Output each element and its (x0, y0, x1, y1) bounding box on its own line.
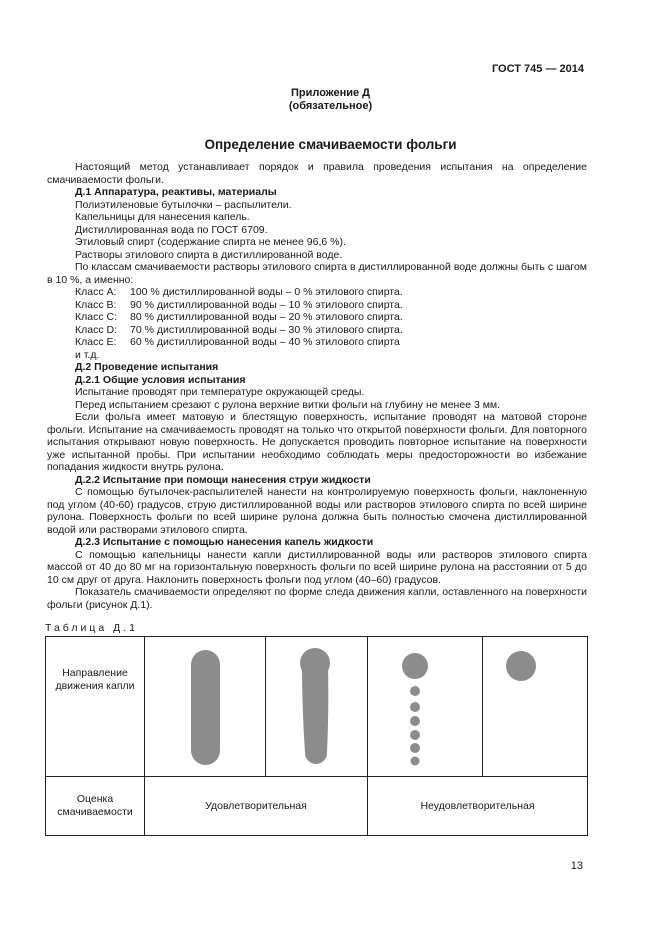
intro-paragraph: Настоящий метод устанавливает порядок и правила проведения испытания на определение смачиваемости фольги. (47, 161, 587, 186)
table-row-direction (46, 637, 588, 777)
full-streak-mark (191, 650, 220, 765)
class-row-d (47, 324, 587, 337)
satisfactory-label: Удовлетворительная (205, 799, 307, 812)
dotted-head-drop (402, 653, 428, 679)
document-body (47, 161, 587, 611)
class-row-b (47, 299, 587, 312)
d21-paragraph-2: Перед испытанием срезают с рулона верхние витки фольги на глубину не менее 3 мм. (75, 398, 501, 411)
d21-paragraph-1: Испытание проводят при температуре окружающей среды. (75, 386, 365, 398)
dotted-drop (410, 686, 420, 696)
document-title: Определение смачиваемости фольги (204, 137, 457, 152)
dotted-drop (410, 716, 420, 726)
trace-single-drop (483, 637, 588, 776)
d1-item-5: Растворы этилового спирта в дистиллированной воде. (75, 248, 343, 261)
trace-tapered-streak (266, 637, 368, 776)
unsatisfactory-cell (368, 777, 588, 836)
trace-cell-dotted (368, 637, 483, 777)
class-desc: 70 % дистиллированной воды – 30 % этилового спирта. (130, 323, 403, 336)
class-name: Класс D: (75, 323, 117, 336)
table-row-assessment (46, 777, 588, 836)
single-drop-mark (506, 651, 536, 681)
class-row-a (47, 286, 587, 299)
section-d23-heading: Д.2.3 Испытание с помощью нанесения капель жидкости (75, 536, 374, 548)
classes-etc: и т.д. (75, 348, 100, 361)
section-d21-heading: Д.2.1 Общие условия испытания (75, 373, 246, 386)
trace-dotted (368, 637, 483, 776)
class-desc: 100 % дистиллированной воды – 0 % этилового спирта. (130, 286, 403, 298)
table-caption: Таблица Д.1 (45, 622, 138, 634)
appendix-status: (обязательное) (288, 100, 373, 112)
direction-label: Направление движения капли (55, 667, 135, 692)
page-number: 13 (570, 860, 583, 872)
assessment-label: Оценка смачиваемости (57, 793, 133, 818)
trace-cell-tapered-streak (266, 637, 368, 777)
section-d2-heading: Д.2 Проведение испытания (75, 361, 219, 373)
unsatisfactory-label: Неудовлетворительная (420, 799, 535, 812)
trace-cell-full-streak (145, 637, 266, 777)
d23-paragraph-1: С помощью капельницы нанести капли дистиллированной воды или растворов этилового спирта массой от 40 до 80 мг на горизонтальную поверхность фольги по всей ширине рулона на расстоянии от 5 до 10 см друг от друга. Наклонить поверхность фольги под углом (40–60) градусов. (47, 548, 587, 586)
trace-full-streak (145, 637, 266, 776)
dotted-drop (410, 702, 420, 712)
d1-item-1: Полиэтиленовые бутылочки – распылители. (75, 198, 292, 211)
d22-paragraph-1: С помощью бутылочек-распылителей нанести на контролируемую поверхность фольги, наклоненную под углом (40-60) градусов, струю дистиллированной воды или растворов этилового спирта по всей ширине рулона. Поверхность фольги по всей ширине рулона должна быть полностью смочена дистиллированной водой или растворами этилового спирта. (47, 486, 587, 536)
d21-paragraph-3: Если фольга имеет матовую и блестящую поверхность, испытание проводят на матовой стороне фольги. Испытание на смачиваемость проводят на только что открытой поверхности фольги. Для повторного испытания открывают новую поверхность. Не допускается проводить повторное испытание на поверхности уже испытанной пробы. При испытании необходимо соблюдать меры предосторожности во избежание попадания жидкости внутрь рулона. (47, 411, 587, 473)
section-d1-heading: Д.1 Аппаратура, реактивы, материалы (75, 186, 277, 198)
class-desc: 90 % дистиллированной воды – 10 % этилового спирта. (130, 298, 403, 311)
satisfactory-cell (145, 777, 368, 836)
tapered-streak-tail (302, 667, 328, 764)
class-desc: 60 % дистиллированной воды – 40 % этилового спирта (130, 336, 400, 348)
class-name: Класс С: (75, 311, 117, 323)
standard-code-header: ГОСТ 745 — 2014 (491, 63, 584, 75)
assessment-label-cell (46, 777, 145, 836)
trace-cell-single-drop (483, 637, 588, 777)
d1-item-2: Капельницы для нанесения капель. (75, 211, 250, 223)
appendix-title: Приложение Д (291, 87, 370, 99)
direction-label-cell (46, 637, 145, 777)
wettability-table (45, 636, 588, 836)
class-name: Класс А: (75, 286, 117, 298)
d1-item-3: Дистиллированная вода по ГОСТ 6709. (75, 223, 268, 236)
d23-paragraph-2: Показатель смачиваемости определяют по форме следа движения капли, оставленного на поверхности фольги (рисунок Д.1). (47, 586, 587, 611)
class-name: Класс В: (75, 298, 117, 311)
d1-item-4: Этиловый спирт (содержание спирта не менее 96,6 %). (75, 236, 346, 248)
section-d22-heading: Д.2.2 Испытание при помощи нанесения струи жидкости (75, 473, 371, 486)
dotted-drop (410, 743, 420, 753)
dotted-drop (410, 730, 420, 740)
classes-intro: По классам смачиваемости растворы этилового спирта в дистиллированной воде должны быть с шагом в 10 %, а именно: (47, 261, 587, 286)
class-desc: 80 % дистиллированной воды – 20 % этилового спирта. (130, 311, 403, 323)
dotted-drop (411, 757, 420, 766)
class-row-e (47, 336, 587, 349)
class-row-c (47, 311, 587, 324)
class-name: Класс Е: (75, 336, 117, 348)
